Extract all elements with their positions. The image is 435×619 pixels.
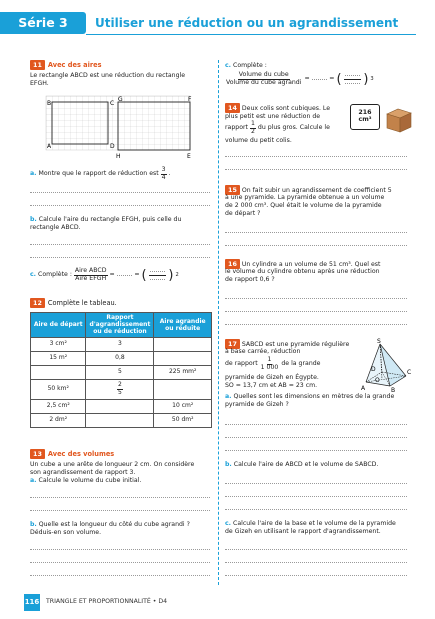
pyramid-figure (360, 336, 415, 392)
exercise-11-question-a: a. Montre que le rapport de réduction est $\frac{3}{4}$ . (30, 166, 171, 181)
answer-line[interactable] (225, 509, 407, 510)
fraction-blank[interactable]: $\frac{........}{........}$ (149, 267, 166, 282)
answer-line[interactable] (225, 549, 407, 550)
exercise-12-table (30, 312, 212, 428)
answer-line[interactable] (225, 424, 407, 425)
answer-line[interactable] (225, 298, 407, 299)
exercise-17-line-5: SO = 13,7 cm et AB = 23 cm. (225, 382, 318, 389)
point-c-label: C (110, 100, 115, 107)
point-c-label: C (407, 369, 412, 376)
exercise-number: 17 (225, 339, 240, 349)
exercise-number: 16 (225, 259, 240, 269)
table-cell: 50 km² (31, 379, 86, 399)
exercise-17-question-a-line-2: pyramide de Gizeh ? (225, 401, 289, 408)
exercise-17-line-1: 17 SABCD est une pyramide régulière (225, 339, 349, 349)
exercise-17-question-a: a. Quelles sont les dimensions en mètres de la grande (225, 393, 395, 400)
exercise-number: 15 (225, 185, 240, 195)
volume-ratio-equation: $\frac{\text{Volume du cube}}{\text{Volume du cube agrandi}}$ = ........ = ( $\frac{........}{........}$ ) 3 (226, 71, 374, 87)
table-cell: 5 (86, 365, 154, 379)
exercise-17-question-c-line-2: de Gizeh en utilisant le rapport d'agrandissement. (225, 528, 381, 535)
exercise-11-question-b: b. Calcule l'aire du rectangle EFGH, puis celle du (30, 216, 182, 223)
exercise-16-line-3: de rapport 0,6 ? (225, 276, 275, 283)
answer-line[interactable] (225, 575, 407, 576)
page-title: Utiliser une réduction ou un agrandissement (95, 15, 399, 30)
answer-line[interactable] (225, 232, 407, 233)
table-header: Aire agrandie ou réduite (154, 313, 212, 338)
table-row (31, 365, 212, 379)
header-rule (86, 34, 416, 35)
table-cell-blank[interactable] (154, 351, 212, 365)
exercise-13-question-b: b. Quelle est la longueur du côté du cube agrandi ? (30, 521, 190, 528)
answer-line[interactable] (30, 257, 210, 258)
table-header: Aire de départ (31, 313, 86, 338)
question-text: Montre que le rapport de réduction est (38, 169, 159, 177)
page-number: 116 (24, 594, 40, 611)
table-cell: 0,8 (86, 351, 154, 365)
answer-line[interactable] (30, 549, 210, 550)
answer-line[interactable] (30, 562, 210, 563)
table-cell-blank[interactable] (86, 399, 154, 413)
exercise-11-heading (30, 60, 102, 70)
point-d-label: D (110, 143, 115, 150)
table-row (31, 413, 212, 427)
exercise-11-intro-line-1: Le rectangle ABCD est une réduction du rectangle (30, 72, 186, 79)
exercise-11-intro-line-2: EFGH. (30, 80, 49, 87)
exercise-13-intro-line-1: Un cube a une arête de longueur 2 cm. On considère (30, 461, 195, 468)
exercise-15-line-3: de 2 000 cm³. Quel était le volume de la pyramide (225, 202, 382, 209)
exercise-12-heading (30, 298, 117, 308)
exercise-15-line-2: à une pyramide. La pyramide obtenue a un volume (225, 194, 385, 201)
exercise-title: Avec des aires (47, 60, 102, 69)
fraction-two-fifths: $\frac{2}{5}$ (118, 381, 122, 396)
fraction-volume-ratio: $\frac{\text{Volume du cube}}{\text{Volume du cube agrandi}}$ (226, 71, 302, 86)
column-separator (218, 60, 219, 585)
question-label: a. (30, 169, 37, 177)
exercise-17-question-b: b. Calcule l'aire de ABCD et le volume de SABCD. (225, 461, 379, 468)
answer-line[interactable] (30, 497, 210, 498)
table-row (31, 379, 212, 399)
table-row (31, 351, 212, 365)
answer-line[interactable] (225, 169, 407, 170)
volume-badge: 216 cm³ (350, 104, 380, 130)
table-cell: 2 dm² (31, 413, 86, 427)
exercise-15-line-4: de départ ? (225, 210, 261, 217)
table-cell: 225 mm² (154, 365, 212, 379)
point-e-label: E (187, 153, 191, 160)
answer-line[interactable] (30, 510, 210, 511)
answer-line[interactable] (225, 450, 407, 451)
rectangles-grid-figure (40, 90, 200, 160)
point-a-label: A (47, 143, 52, 150)
point-a-label: A (361, 385, 366, 392)
table-header: Rapport d'agrandissement ou de réduction (86, 313, 154, 338)
point-o-label: O (375, 377, 380, 384)
exercise-11-question-c: c. Complète : $\frac{\text{Aire ABCD}}{\text{Aire EFGH}}$ = ........ = ( $\frac{........}{........}$ ) 2 (30, 267, 179, 283)
table-cell-blank[interactable] (31, 365, 86, 379)
table-cell-blank[interactable] (86, 413, 154, 427)
table-cell-blank[interactable] (154, 379, 212, 399)
exercise-15-line-1: 15 On fait subir un agrandissement de coefficient 5 (225, 185, 392, 195)
table-cell: 10 cm² (154, 399, 212, 413)
table-cell: 2,5 cm² (31, 399, 86, 413)
table-cell: 15 m² (31, 351, 86, 365)
table-cell: 50 dm² (154, 413, 212, 427)
volume-ratio-question-c: c. Complète : (225, 62, 267, 69)
answer-line[interactable] (225, 311, 407, 312)
exercise-13-question-a: a. Calcule le volume du cube initial. (30, 477, 142, 484)
point-s-label: S (377, 338, 381, 345)
table-cell-blank[interactable] (154, 337, 212, 351)
answer-line[interactable] (225, 483, 407, 484)
answer-line[interactable] (225, 437, 407, 438)
fraction-one-thousandth: $\frac{1}{1 000}$ (260, 356, 279, 371)
footer-chapter: TRIANGLE ET PROPORTIONNALITÉ • D4 (46, 598, 168, 605)
answer-line[interactable] (225, 324, 407, 325)
fraction-one-half: $\frac{1}{2}$ (250, 120, 255, 135)
table-cell: 3 (86, 337, 154, 351)
exercise-14-line-3: rapport $\frac{1}{2}$ du plus gros. Calcule le (225, 120, 330, 135)
fraction-blank[interactable]: $\frac{........}{........}$ (344, 71, 361, 86)
fraction-area-ratio: $\frac{\text{Aire ABCD}}{\text{Aire EFGH}}$ (74, 267, 107, 282)
answer-line[interactable] (225, 156, 407, 157)
exercise-14-line-1: 14 Deux colis sont cubiques. Le (225, 103, 330, 113)
exercise-title: Complète le tableau. (47, 298, 117, 307)
point-g-label: G (118, 96, 123, 103)
exercise-13-intro-line-2: son agrandissement de rapport 3. (30, 469, 136, 476)
table-row (31, 399, 212, 413)
point-b-label: B (391, 387, 396, 392)
exercise-number: 13 (30, 449, 45, 459)
answer-line[interactable] (30, 192, 210, 193)
table-cell-fraction (86, 379, 154, 399)
answer-line[interactable] (225, 562, 407, 563)
exercise-number: 11 (30, 60, 45, 70)
table-row (31, 337, 212, 351)
exercise-17-line-3: de rapport $\frac{1}{1 000}$ de la grande (225, 356, 321, 371)
exercise-11-question-b-line-2: rectangle ABCD. (30, 224, 81, 231)
answer-line[interactable] (225, 496, 407, 497)
exercise-17-question-c: c. Calcule l'aire de la base et le volume de la pyramide (225, 520, 396, 527)
serie-tab: Série 3 (0, 12, 86, 34)
point-f-label: F (188, 96, 192, 103)
exercise-16-line-2: le volume du cylindre obtenu après une réduction (225, 268, 380, 275)
answer-line[interactable] (225, 245, 407, 246)
exercise-17-line-2: à base carrée, réduction (225, 348, 301, 355)
exercise-title: Avec des volumes (47, 449, 115, 458)
exercise-14-line-4: volume du petit colis. (225, 137, 292, 144)
cardboard-box-icon (384, 106, 414, 134)
exercise-number: 14 (225, 103, 240, 113)
answer-line[interactable] (30, 244, 210, 245)
table-cell: 3 cm² (31, 337, 86, 351)
exercise-13-heading (30, 449, 114, 459)
exercise-17-line-4: pyramide de Gizeh en Égypte. (225, 374, 319, 381)
point-h-label: H (116, 153, 121, 160)
fraction-three-quarters: $\frac{3}{4}$ (161, 166, 166, 181)
answer-line[interactable] (30, 205, 210, 206)
exercise-13-question-b-line-2: Déduis-en son volume. (30, 529, 102, 536)
point-d-label: D (371, 366, 376, 373)
exercise-14-line-2: plus petit est une réduction de (225, 113, 321, 120)
exercise-16-line-1: 16 Un cylindre a un volume de 51 cm³. Quel est (225, 259, 380, 269)
point-b-label: B (47, 100, 52, 107)
exercise-number: 12 (30, 298, 45, 308)
answer-line[interactable] (30, 575, 210, 576)
